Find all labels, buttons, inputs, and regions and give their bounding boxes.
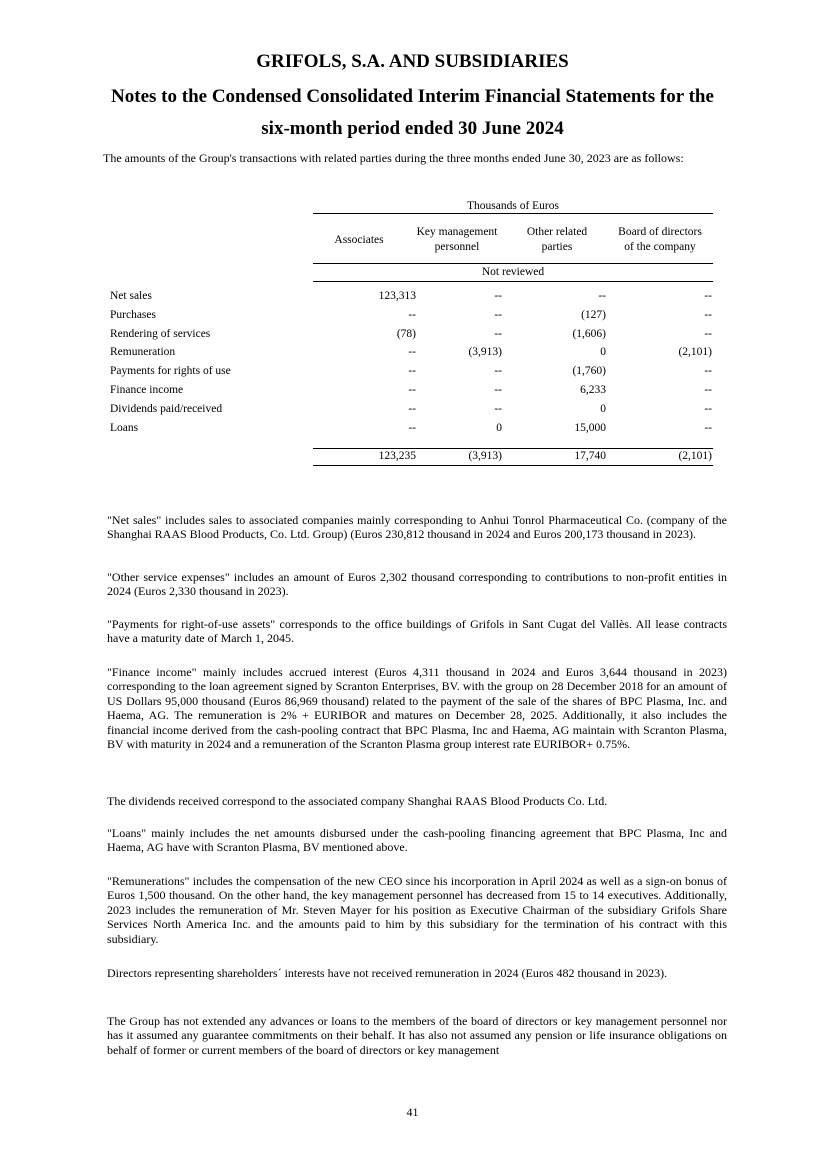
total-other-related: 17,740 <box>574 450 606 462</box>
totals-top-rule <box>313 448 713 449</box>
cell-key-management: -- <box>494 403 502 415</box>
row-label: Payments for rights of use <box>110 365 231 377</box>
status-rule <box>313 281 713 282</box>
note-finance-income: "Finance income" mainly includes accrued interest (Euros 4,311 thousand in 2024 and Euros 3,644 thousand in 2023) corresponding to the loan agreement signed by Scranton Enterprises, BV. with the group on 28 December 2018 for an amount of US Dollars 95,000 thousand (Euros 86,969 thousand) related to the payment of the sale of the shares of BPC Plasma, Inc. and Haema, AG. The remuneration is 2% + EURIBOR and matures on December 28, 2025. Additionally, it also includes the financial income derived from the cash-pooling contract that BPC Plasma, Inc and Haema, AG maintain with Scranton Plasma, BV with maturity in 2024 and a remuneration of the Scranton Plasma group interest rate EURIBOR+ 0.75%. <box>107 665 727 752</box>
cell-other-related: 0 <box>600 403 606 415</box>
cell-associates: -- <box>408 403 416 415</box>
total-key-management: (3,913) <box>468 450 502 462</box>
cell-other-related: -- <box>598 290 606 302</box>
table-row <box>110 290 712 308</box>
note-advances-loans: The Group has not extended any advances or loans to the members of the board of directors or key management personnel nor has it assumed any guarantee commitments on their behalf. It has also not assumed any pension or life insurance obligations on behalf of former or current members of the board of directors or key management <box>107 1014 727 1057</box>
notes-title-line-1: Notes to the Condensed Consolidated Interim Financial Statements for the <box>111 86 714 107</box>
cell-board: -- <box>704 309 712 321</box>
cell-board: -- <box>704 328 712 340</box>
page-number: 41 <box>406 1105 419 1119</box>
cell-board: -- <box>704 290 712 302</box>
cell-other-related: 6,233 <box>580 384 606 396</box>
note-loans: "Loans" mainly includes the net amounts disbursed under the cash-pooling financing agreement that BPC Plasma, Inc and Haema, AG have with Scranton Plasma, BV mentioned above. <box>107 826 727 855</box>
column-header-associates: Associates <box>334 234 384 246</box>
cell-key-management: -- <box>494 309 502 321</box>
note-dividends: The dividends received correspond to the associated company Shanghai RAAS Blood Products Co. Ltd. <box>107 794 608 808</box>
cell-other-related: (1,760) <box>572 365 606 377</box>
row-label: Rendering of services <box>110 328 211 340</box>
cell-other-related: 15,000 <box>574 422 606 434</box>
row-label: Dividends paid/received <box>110 403 223 415</box>
header-divider <box>313 213 713 214</box>
cell-key-management: -- <box>494 384 502 396</box>
cell-associates: (78) <box>396 328 416 340</box>
column-header-other-related: Other related parties <box>526 226 588 253</box>
review-status: Not reviewed <box>481 266 545 278</box>
cell-key-management: 0 <box>496 422 502 434</box>
cell-board: -- <box>704 422 712 434</box>
row-label: Purchases <box>110 309 156 321</box>
totals-bottom-rule <box>313 465 713 466</box>
cell-board: -- <box>704 365 712 377</box>
cell-other-related: 0 <box>600 346 606 358</box>
cell-other-related: (1,606) <box>572 328 606 340</box>
table-row <box>110 309 712 327</box>
cell-associates: -- <box>408 365 416 377</box>
cell-key-management: -- <box>494 290 502 302</box>
note-net-sales: "Net sales" includes sales to associated companies mainly corresponding to Anhui Tonrol Pharmaceutical Co. (company of the Shanghai RAAS Blood Products, Co. Ltd. Group) (Euros 230,812 thousand in 2024 and Euros 200,173 thousand in 2023). <box>107 513 727 542</box>
intro-text: The amounts of the Group's transactions with related parties during the three months ended June 30, 2023 are as follows: <box>103 151 684 165</box>
table-row <box>110 328 712 346</box>
cell-board: -- <box>704 384 712 396</box>
note-payments-right-of-use: "Payments for right-of-use assets" corresponds to the office buildings of Grifols in Sant Cugat del Vallès. All lease contracts have a maturity date of March 1, 2045. <box>107 617 727 646</box>
cell-associates: -- <box>408 309 416 321</box>
table-row <box>110 403 712 421</box>
cell-associates: 123,313 <box>378 290 416 302</box>
total-associates: 123,235 <box>378 450 416 462</box>
row-label: Loans <box>110 422 139 434</box>
total-board: (2,101) <box>678 450 712 462</box>
row-label: Net sales <box>110 290 152 302</box>
cell-associates: -- <box>408 346 416 358</box>
table-row <box>110 422 712 440</box>
cell-board: -- <box>704 403 712 415</box>
cell-key-management: -- <box>494 365 502 377</box>
table-row <box>110 384 712 402</box>
table-row <box>110 365 712 383</box>
cell-key-management: (3,913) <box>468 346 502 358</box>
note-other-service-expenses: "Other service expenses" includes an amount of Euros 2,302 thousand corresponding to contributions to non-profit entities in 2024 (Euros 2,330 thousand in 2023). <box>107 570 727 599</box>
cell-key-management: -- <box>494 328 502 340</box>
header-bottom-rule <box>313 263 713 264</box>
column-header-key-management: Key management personnel <box>416 226 498 253</box>
column-header-board: Board of directors of the company <box>618 226 702 253</box>
group-header: Thousands of Euros <box>467 200 559 212</box>
table-row <box>110 346 712 364</box>
note-directors: Directors representing shareholders´ interests have not received remuneration in 2024 (Euros 482 thousand in 2023). <box>107 966 668 980</box>
cell-board: (2,101) <box>678 346 712 358</box>
notes-title-line-2: six-month period ended 30 June 2024 <box>261 118 564 139</box>
cell-associates: -- <box>408 384 416 396</box>
cell-other-related: (127) <box>581 309 606 321</box>
cell-associates: -- <box>408 422 416 434</box>
row-label: Remuneration <box>110 346 176 358</box>
company-heading: GRIFOLS, S.A. AND SUBSIDIARIES <box>256 51 569 72</box>
note-remunerations: "Remunerations" includes the compensation of the new CEO since his incorporation in April 2024 as well as a sign-on bonus of Euros 1,500 thousand. On the other hand, the key management personnel has decreased from 15 to 14 executives. Additionally, 2023 includes the remuneration of Mr. Steven Mayer for his position as Executive Chairman of the subsidiary Grifols Share Services North America Inc. and the amounts paid to him by this subsidiary for the termination of his contract with this subsidiary. <box>107 874 727 946</box>
row-label: Finance income <box>110 384 184 396</box>
